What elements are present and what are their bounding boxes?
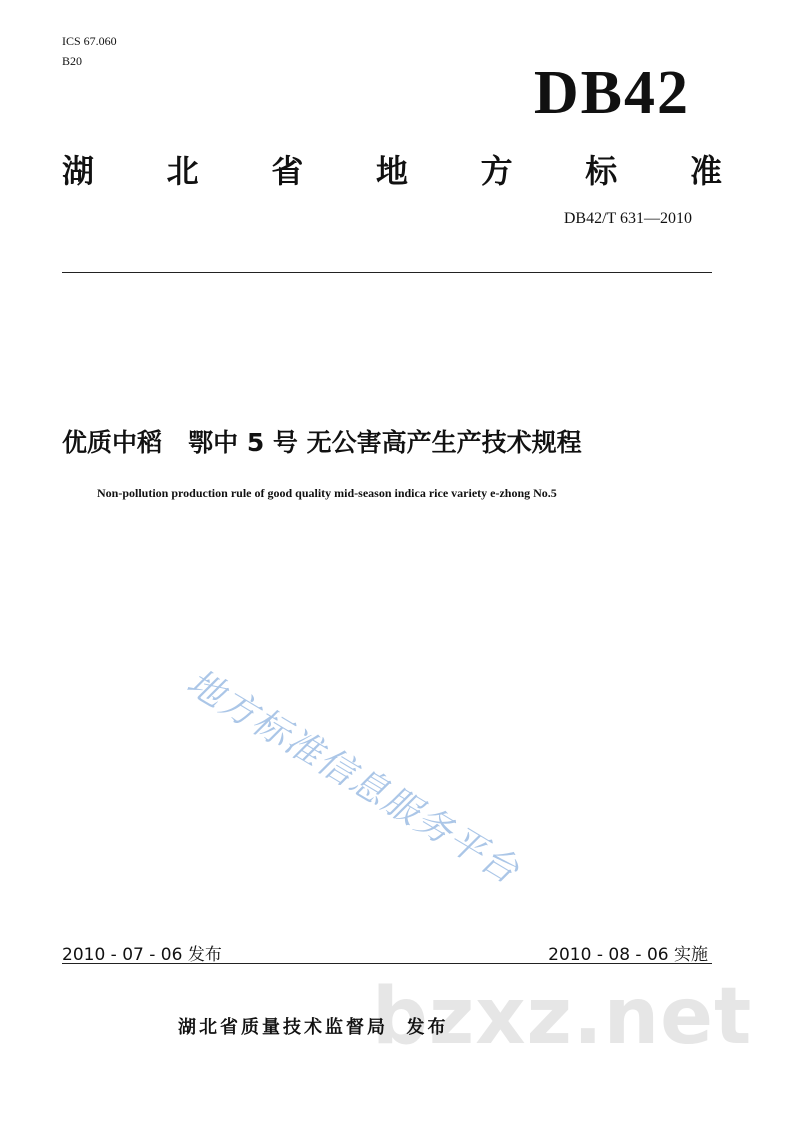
standard-type-char: 湖 — [62, 152, 95, 190]
ics-code: ICS 67.060 — [62, 34, 117, 48]
implementation-date: 2010 - 08 - 06 实施 — [548, 945, 708, 965]
bottom-divider — [62, 963, 712, 964]
issue-date: 2010 - 07 - 06 发布 — [62, 945, 222, 965]
standard-type-char: 标 — [585, 152, 618, 190]
standard-type-char: 准 — [689, 152, 722, 190]
title-english: Non-pollution production rule of good quality mid-season indica rice variety e-zhong No.5 — [97, 486, 557, 500]
ccs-code: B20 — [62, 54, 83, 68]
site-watermark: bzxz.net — [372, 972, 753, 1062]
issuer: 湖北省质量技术监督局 发布 — [178, 1017, 449, 1038]
standard-type-char: 省 — [271, 152, 304, 190]
standard-type — [62, 146, 722, 192]
top-divider — [62, 272, 712, 273]
standard-type-char: 方 — [480, 152, 513, 190]
title-chinese: 优质中稻 鄂中 5 号 无公害高产生产技术规程 — [62, 428, 582, 457]
standard-number: DB42/T 631—2010 — [563, 210, 692, 227]
standard-type-char: 地 — [375, 152, 408, 190]
db-code: DB42 — [533, 59, 690, 127]
watermark: 地方标准信息服务平台 — [179, 661, 527, 893]
standard-type-char: 北 — [166, 152, 199, 190]
